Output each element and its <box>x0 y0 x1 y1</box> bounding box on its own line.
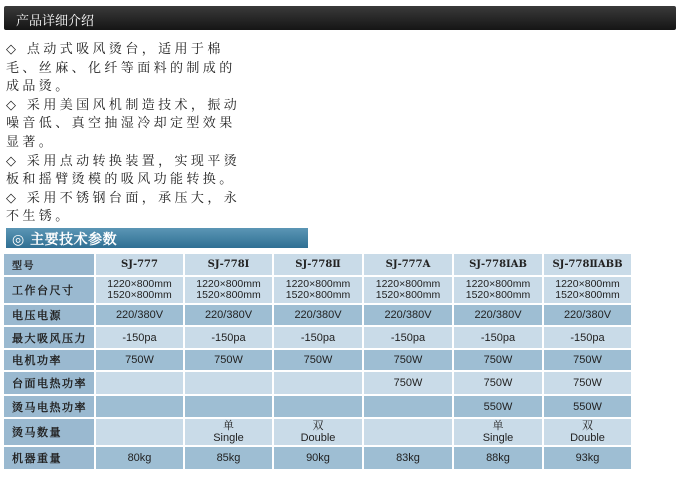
cell-value: -150pa <box>390 331 426 344</box>
cell-value: 750W <box>303 354 333 366</box>
table-cell <box>185 350 272 370</box>
table-cell <box>454 419 542 445</box>
cell-value: 550W <box>573 400 602 413</box>
page-header <box>0 0 698 34</box>
table-cell <box>185 396 272 417</box>
table-cell <box>185 372 272 394</box>
table-cell <box>364 327 452 348</box>
model-name: SJ-777A <box>364 254 452 275</box>
cell-value: 220/380V <box>563 309 612 321</box>
table-cell <box>454 327 542 348</box>
cell-value: 90kg <box>306 452 330 464</box>
cell-value: 88kg <box>486 452 510 464</box>
table-cell <box>454 447 542 469</box>
table-cell <box>96 372 183 394</box>
description-line: ◇ 采用点动转换装置，实现平烫板和摇臂烫模的吸风功能转换。 <box>6 153 241 188</box>
table-cell <box>274 277 362 303</box>
cell-value: 220/380V <box>384 309 432 321</box>
table-cell <box>185 447 272 469</box>
description-line: ◇ 采用不锈钢台面，承压大，永不生锈。 <box>6 190 241 225</box>
table-cell <box>454 305 542 325</box>
row-label: 工作台尺寸 <box>4 277 94 303</box>
cell-value: Double <box>300 432 336 444</box>
model-name: SJ-777 <box>96 254 183 275</box>
cell-value: 1220×800mm <box>555 278 620 290</box>
cell-value: 1520×800mm <box>107 289 172 301</box>
table-cell <box>185 277 272 303</box>
cell-value: 1520×800mm <box>465 289 531 301</box>
table-cell <box>185 305 272 325</box>
cell-value: 1220×800mm <box>465 278 531 290</box>
table-cell <box>364 396 452 417</box>
model-name: SJ-778ⅡABB <box>544 254 631 275</box>
cell-value: Single <box>213 432 244 444</box>
cell-value: 750W <box>483 354 513 366</box>
params-title: ◎ 主要技术参数 <box>12 232 118 248</box>
cell-value: 1520×800mm <box>555 289 620 301</box>
table-cell <box>274 305 362 325</box>
description-line: ◇ 采用美国风机制造技术，振动噪音低、真空抽湿冷却定型效果显著。 <box>6 97 241 150</box>
cell-value: 单 <box>223 420 234 432</box>
cell-value: 单 <box>492 420 504 432</box>
table-cell <box>274 396 362 417</box>
cell-value: 1520×800mm <box>196 289 261 301</box>
table-row <box>4 396 631 417</box>
cell-value: 93kg <box>575 452 600 464</box>
row-label: 烫马数量 <box>4 419 94 445</box>
cell-value: 750W <box>125 354 154 366</box>
table-row <box>4 350 631 370</box>
cell-value: -150pa <box>211 331 246 344</box>
row-label: 最大吸风压力 <box>4 327 94 348</box>
table-cell <box>544 372 631 394</box>
cell-value: 750W <box>573 354 602 366</box>
cell-value: 双 <box>312 420 324 432</box>
table-cell <box>544 396 631 417</box>
table-cell <box>274 327 362 348</box>
table-cell <box>96 419 183 445</box>
cell-value: 83kg <box>396 452 420 464</box>
cell-value: 750W <box>214 354 243 366</box>
table-cell <box>96 327 183 348</box>
table-cell <box>96 396 183 417</box>
cell-value: 750W <box>393 354 423 366</box>
table-cell <box>544 305 631 325</box>
table-row <box>4 447 631 469</box>
table-cell <box>96 447 183 469</box>
table-cell <box>96 305 183 325</box>
table-cell <box>454 277 542 303</box>
cell-value: 220/380V <box>474 309 522 321</box>
table-row <box>4 305 631 325</box>
table-cell <box>454 350 542 370</box>
cell-value: 750W <box>573 377 602 389</box>
table-cell <box>274 419 362 445</box>
table-cell <box>364 350 452 370</box>
table-cell <box>364 305 452 325</box>
cell-value: 550W <box>483 400 513 413</box>
row-label: 机器重量 <box>4 447 94 469</box>
spec-table <box>4 254 631 470</box>
table-cell <box>274 350 362 370</box>
table-cell <box>544 419 631 445</box>
table-cell <box>364 447 452 469</box>
cell-value: 双 <box>582 420 593 432</box>
model-name: SJ-778Ⅰ <box>185 254 272 275</box>
table-cell <box>185 327 272 348</box>
cell-value: 1220×800mm <box>375 278 441 290</box>
row-label: 台面电热功率 <box>4 372 94 394</box>
cell-value: -150pa <box>122 331 157 344</box>
table-row <box>4 277 631 303</box>
table-cell <box>364 372 452 394</box>
table-header-row <box>4 254 631 275</box>
table-cell <box>544 447 631 469</box>
row-label: 电机功率 <box>4 350 94 370</box>
table-cell <box>454 396 542 417</box>
cell-value: -150pa <box>300 331 336 344</box>
table-cell <box>274 372 362 394</box>
table-cell <box>544 327 631 348</box>
table-row <box>4 419 631 445</box>
table-header-label: 型号 <box>4 254 94 275</box>
page-title: 产品详细介绍 <box>16 14 95 29</box>
cell-value: 1220×800mm <box>196 278 261 290</box>
cell-value: 1520×800mm <box>375 289 441 301</box>
cell-value: Double <box>570 432 605 444</box>
table-cell <box>274 447 362 469</box>
row-label: 电压电源 <box>4 305 94 325</box>
params-section-header <box>6 228 308 248</box>
description-line: ◇ 点动式吸风烫台，适用于棉毛、丝麻、化纤等面料的制成的成品烫。 <box>6 42 236 95</box>
product-description <box>6 41 242 227</box>
table-cell <box>544 277 631 303</box>
cell-value: 220/380V <box>294 309 342 321</box>
row-label: 烫马电热功率 <box>4 396 94 417</box>
cell-value: 1520×800mm <box>285 289 351 301</box>
table-cell <box>364 277 452 303</box>
cell-value: 750W <box>483 377 513 389</box>
model-name: SJ-778ⅠAB <box>454 254 542 275</box>
cell-value: -150pa <box>480 331 516 344</box>
cell-value: 220/380V <box>115 309 164 321</box>
table-cell <box>185 419 272 445</box>
header-tab <box>4 6 676 30</box>
cell-value: 80kg <box>127 452 152 464</box>
cell-value: 1220×800mm <box>285 278 351 290</box>
table-cell <box>96 350 183 370</box>
table-cell <box>544 350 631 370</box>
cell-value: -150pa <box>570 331 605 344</box>
table-row <box>4 327 631 348</box>
table-cell <box>454 372 542 394</box>
cell-value: 1220×800mm <box>107 278 172 290</box>
cell-value: 220/380V <box>204 309 253 321</box>
cell-value: 85kg <box>216 452 241 464</box>
model-name: SJ-778Ⅱ <box>274 254 362 275</box>
cell-value: 750W <box>393 377 423 389</box>
table-row <box>4 372 631 394</box>
table-cell <box>364 419 452 445</box>
cell-value: Single <box>482 432 514 444</box>
table-cell <box>96 277 183 303</box>
